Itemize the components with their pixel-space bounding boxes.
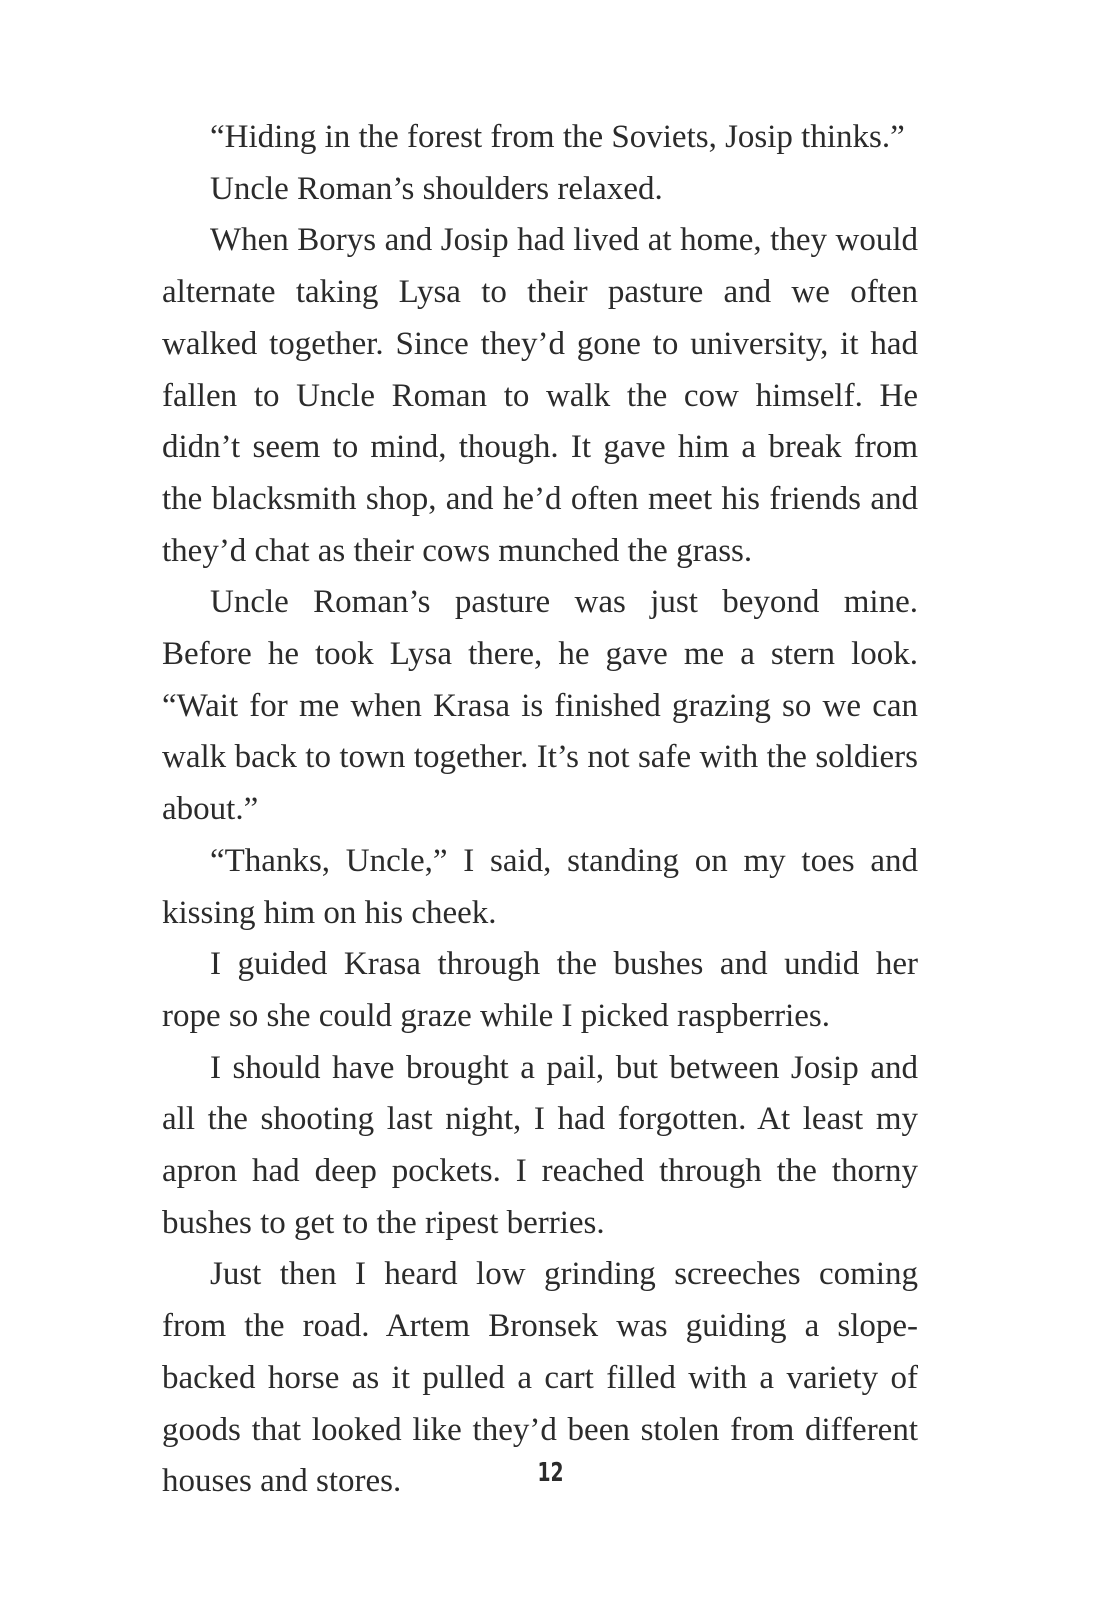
paragraph: When Borys and Josip had lived at home, they would alternate taking Lysa to their pasture and we often walked together. Since they’d gone to university, it had fallen to Uncle Roman to walk the cow himself. He didn’t seem to mind, though. It gave him a break from the blacksmith shop, and he’d often meet his friends and they’d chat as their cows munched the grass. — [162, 222, 918, 569]
paragraph: Just then I heard low grinding screeches coming from the road. Artem Bronsek was guiding a slope-backed horse as it pulled a cart filled with a variety of goods that looked like they’d been stolen from different houses and stores. — [162, 1256, 918, 1500]
paragraph: Uncle Roman’s shoulders relaxed. — [210, 170, 663, 207]
paragraph: “Hiding in the forest from the Soviets, Josip thinks.” — [210, 119, 905, 155]
paragraph: Uncle Roman’s pasture was just beyond mine. Before he took Lysa there, he gave me a stern look. “Wait for me when Krasa is finished grazing so we can walk back to town together. It’s not safe with the soldiers about.” — [162, 584, 918, 828]
page-number: 12 — [537, 1458, 564, 1488]
paragraph: I should have brought a pail, but between Josip and all the shooting last night, I had forgotten. At least my apron had deep pockets. I reached through the thorny bushes to get to the ripest berries. — [162, 1049, 918, 1241]
paragraph: I guided Krasa through the bushes and undid her rope so she could graze while I picked raspberries. — [162, 946, 918, 1034]
paragraph: “Thanks, Uncle,” I said, standing on my toes and kissing him on his cheek. — [162, 842, 918, 931]
body-text — [162, 112, 918, 1508]
